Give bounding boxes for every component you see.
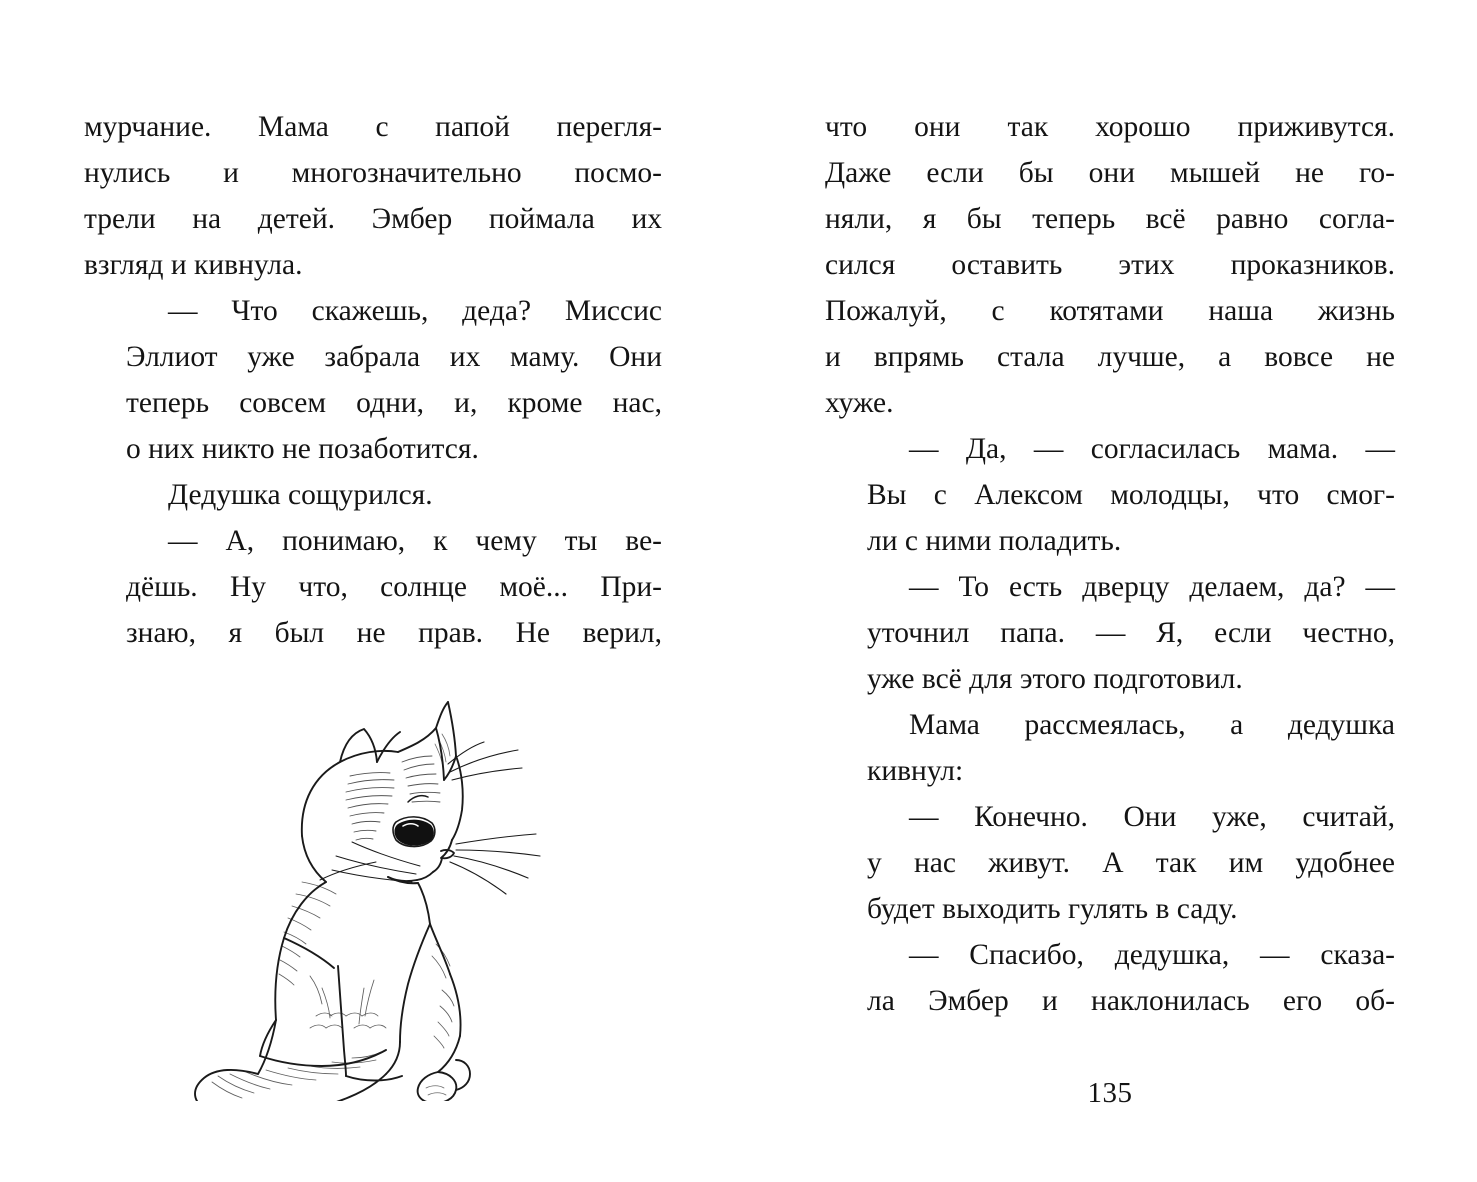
text-line: теперь совсем одни, и, кроме нас, (126, 387, 662, 419)
cat-illustration (150, 676, 600, 1101)
text-line: мурчание. Мама с папой перегля- (84, 111, 662, 143)
paragraph-dialogue (84, 288, 662, 472)
text-line: и впрямь стала лучше, а вовсе не (825, 341, 1395, 373)
text-line: няли, я бы теперь всё равно согла- (825, 203, 1395, 235)
text-column-left (84, 104, 662, 656)
text-line: — Да, — согласилась мама. — (909, 433, 1395, 465)
text-line: — Конечно. Они уже, считай, (909, 801, 1395, 833)
paragraph-dialogue (825, 564, 1395, 702)
text-line: хуже. (825, 387, 894, 419)
paragraph-dialogue (825, 794, 1395, 932)
text-line: взгляд и кивнула. (84, 249, 303, 281)
text-line: Даже если бы они мышей не го- (825, 157, 1395, 189)
text-line: уточнил папа. — Я, если честно, (867, 617, 1395, 649)
text-line: уже всё для этого подготовил. (867, 663, 1243, 695)
text-line: трели на детей. Эмбер поймала их (84, 203, 662, 235)
text-line: — А, понимаю, к чему ты ве- (168, 525, 662, 557)
paragraph (825, 104, 1395, 426)
paragraph (825, 702, 1395, 794)
paragraph-dialogue (84, 518, 662, 656)
text-line: у нас живут. А так им удобнее (867, 847, 1395, 879)
text-line: знаю, я был не прав. Не верил, (126, 617, 662, 649)
text-line: что они так хорошо приживутся. (825, 111, 1395, 143)
text-line: кивнул: (867, 755, 964, 787)
text-line: Вы с Алексом молодцы, что смог- (867, 479, 1395, 511)
paragraph (84, 472, 662, 518)
text-column-right (825, 104, 1395, 1024)
text-line: ли с ними поладить. (867, 525, 1122, 557)
page-number: 135 (1087, 1077, 1133, 1109)
text-line: нулись и многозначительно посмо- (84, 157, 662, 189)
text-line: о них никто не позаботится. (126, 433, 479, 465)
text-line: будет выходить гулять в саду. (867, 893, 1238, 925)
text-line: сился оставить этих проказников. (825, 249, 1395, 281)
text-line: дёшь. Ну что, солнце моё... При- (126, 571, 662, 603)
paragraph-dialogue (825, 426, 1395, 564)
paragraph (84, 104, 662, 288)
text-line: Эллиот уже забрала их маму. Они (126, 341, 662, 373)
text-line: — Спасибо, дедушка, — сказа- (909, 939, 1395, 971)
text-line: Дедушка сощурился. (168, 479, 433, 511)
text-line: Пожалуй, с котятами наша жизнь (825, 295, 1395, 327)
paragraph-dialogue (825, 932, 1395, 1024)
text-line: ла Эмбер и наклонилась его об- (867, 985, 1395, 1017)
text-line: Мама рассмеялась, а дедушка (909, 709, 1395, 741)
text-line: — Что скажешь, деда? Миссис (168, 295, 662, 327)
text-line: — То есть дверцу делаем, да? — (909, 571, 1395, 603)
